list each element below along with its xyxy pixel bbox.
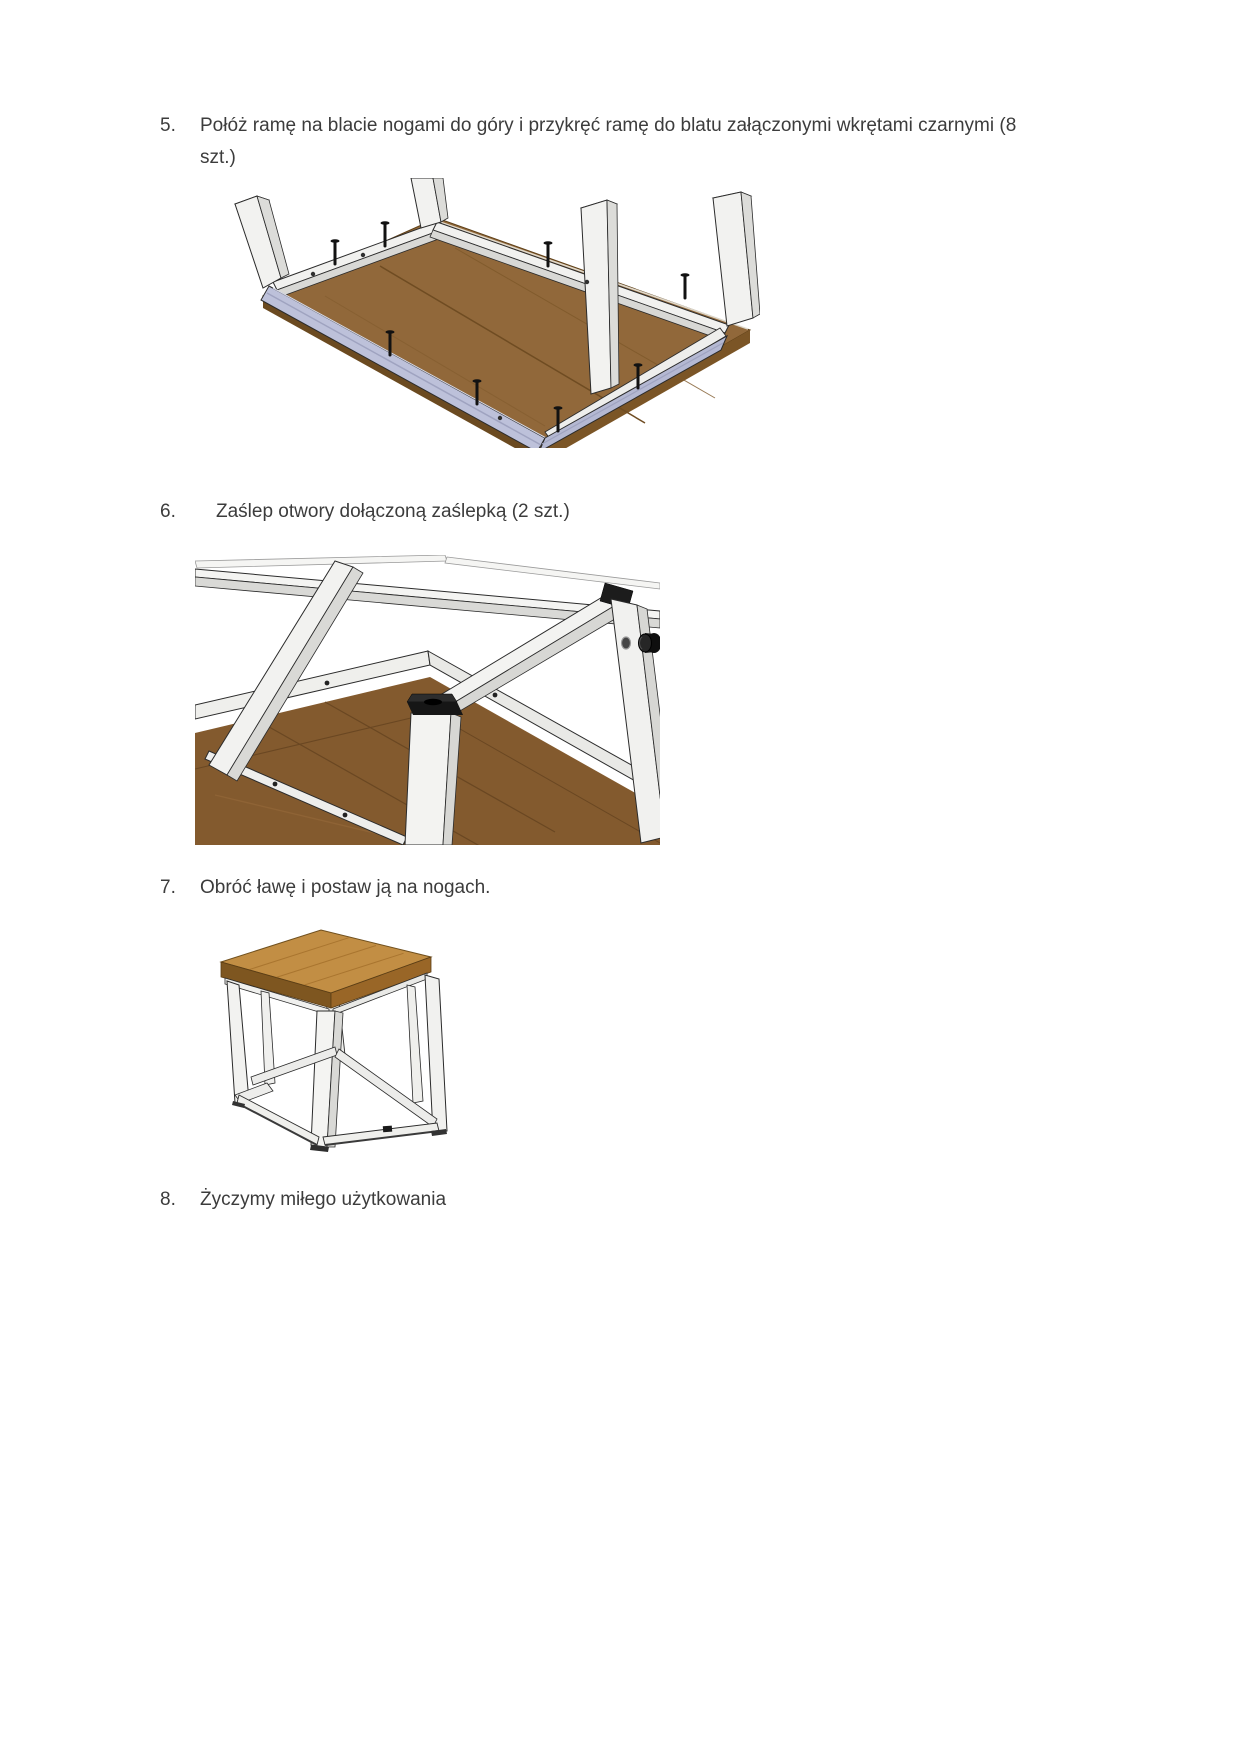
figure-step6-hole-cap-closeup	[195, 555, 660, 845]
screw-hole	[622, 637, 631, 649]
step-7	[160, 872, 490, 904]
plastic-plug	[639, 633, 661, 653]
figure-step7-assembled-table	[203, 905, 448, 1157]
step-6-text: Zaślep otwory dołączoną zaślepką (2 szt.)	[216, 501, 570, 522]
tabletop	[221, 930, 431, 1008]
figure-step5-frame-screwed-to-tabletop	[215, 178, 760, 448]
step-5	[160, 110, 1052, 174]
step-5-text: Połóż ramę na blacie nogami do góry i przykręć ramę do blatu załączonymi wkrętami czarnymi (8 szt.)	[200, 115, 1017, 168]
step-7-number: 7.	[160, 877, 176, 898]
step-6-number: 6.	[160, 501, 176, 522]
step-7-text: Obróć ławę i postaw ją na nogach.	[200, 877, 491, 898]
step-8-text: Życzymy miłego użytkowania	[200, 1189, 447, 1210]
step-8	[160, 1184, 446, 1216]
step-8-number: 8.	[160, 1189, 176, 1210]
step-5-number: 5.	[160, 115, 176, 136]
step-6	[160, 496, 570, 528]
